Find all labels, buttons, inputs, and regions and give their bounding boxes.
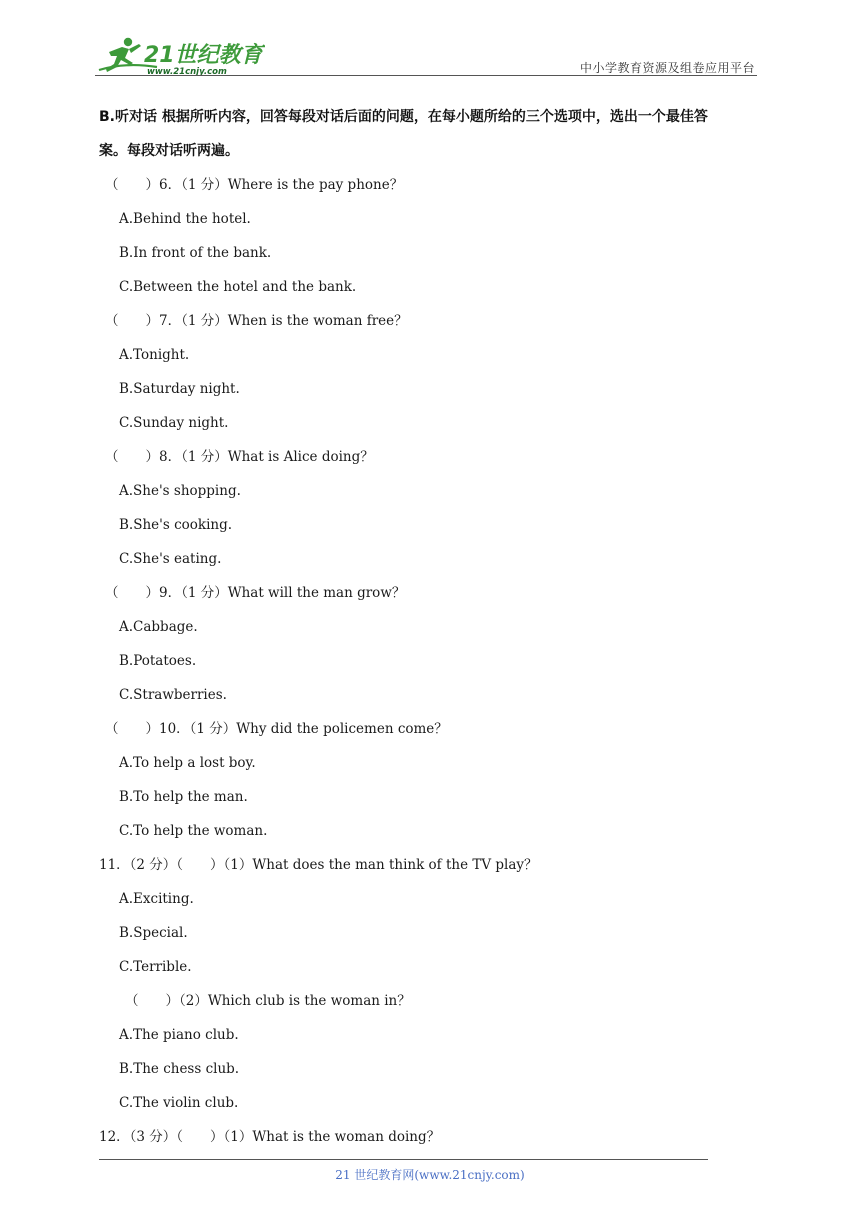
page-header <box>95 30 757 78</box>
answer-option: C.Between the hotel and the bank. <box>119 279 357 295</box>
answer-option: C.To help the woman. <box>119 823 268 839</box>
sub-question: （ ）（2）Which club is the woman in？ <box>125 993 411 1009</box>
answer-option: A.She's shopping. <box>119 483 241 499</box>
logo-wordmark: 21世纪教育 <box>144 43 263 68</box>
exam-content <box>99 100 763 1154</box>
answer-option: B.Potatoes. <box>119 653 197 669</box>
header-divider <box>95 75 757 76</box>
answer-option: C.Sunday night. <box>119 415 229 431</box>
answer-option: C.The violin club. <box>119 1095 239 1111</box>
platform-name: 中小学教育资源及组卷应用平台 <box>579 61 755 75</box>
question-list <box>99 168 763 1154</box>
runner-logo-icon <box>95 34 265 76</box>
answer-option: B.The chess club. <box>119 1061 240 1077</box>
answer-option: A.The piano club. <box>119 1027 239 1043</box>
section-instructions-line2: 案。每段对话听两遍。 <box>99 143 239 159</box>
question: 11．（2 分）（ ）（1）What does the man think of the TV play？ <box>99 857 538 873</box>
site-logo[interactable] <box>95 34 265 76</box>
answer-option: A.To help a lost boy. <box>119 755 256 771</box>
answer-option: A.Behind the hotel. <box>119 211 251 227</box>
question: （ ）8．（1 分）What is Alice doing？ <box>105 449 374 465</box>
answer-option: C.Terrible. <box>119 959 192 975</box>
footer-link[interactable]: 21 世纪教育网(www.21cnjy.com) <box>335 1168 525 1182</box>
question: （ ）9．（1 分）What will the man grow？ <box>105 585 406 601</box>
question: （ ）6．（1 分）Where is the pay phone？ <box>105 177 404 193</box>
answer-option: B.Special. <box>119 925 188 941</box>
answer-option: B.To help the man. <box>119 789 248 805</box>
answer-option: A.Tonight. <box>119 347 190 363</box>
logo-url: www.21cnjy.com <box>147 67 227 76</box>
question: （ ）7．（1 分）When is the woman free？ <box>105 313 408 329</box>
answer-option: B.In front of the bank. <box>119 245 272 261</box>
answer-option: A.Cabbage. <box>119 619 198 635</box>
answer-option: C.Strawberries. <box>119 687 227 703</box>
question: （ ）10．（1 分）Why did the policemen come？ <box>105 721 448 737</box>
answer-option: B.She's cooking. <box>119 517 233 533</box>
question: 12．（3 分）（ ）（1）What is the woman doing？ <box>99 1129 441 1145</box>
answer-option: B.Saturday night. <box>119 381 240 397</box>
footer-divider <box>99 1159 708 1160</box>
answer-option: C.She's eating. <box>119 551 222 567</box>
section-instructions-line1: B.听对话 根据所听内容，回答每段对话后面的问题，在每小题所给的三个选项中，选出一个最佳答 <box>99 109 708 125</box>
answer-option: A.Exciting. <box>119 891 194 907</box>
